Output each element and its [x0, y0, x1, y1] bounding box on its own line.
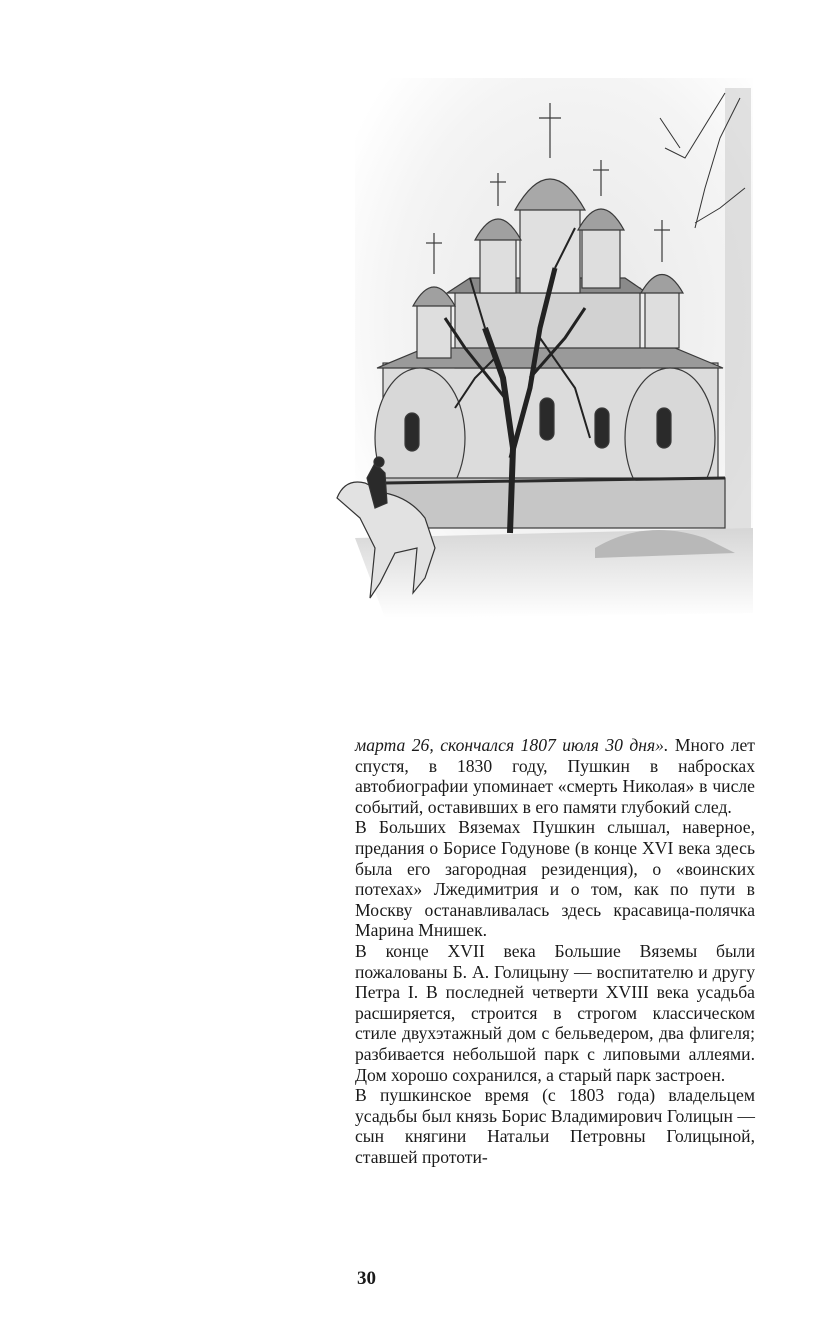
paragraph-godunov: В Больших Вяземах Пушкин слышал, наверное, предания о Борисе Годунове (в конце XVI века здесь была его загородная резиденция), о «воинских потехах» Лжедимитрия и о том, как по пути в Москву останавливалась здесь красавица-полячка Марина Мнишек. — [355, 817, 755, 941]
body-text — [355, 735, 755, 1167]
paragraph-continuation — [355, 735, 755, 817]
church-illustration — [325, 78, 753, 618]
paragraph-owner: В пушкинское время (с 1803 года) владельцем усадьбы был князь Борис Владимирович Голицын — сын княгини Натальи Петровны Голицыной, ставшей прототи- — [355, 1085, 755, 1167]
paragraph-golitsyn: В конце XVII века Большие Вяземы были пожалованы Б. А. Голицыну — воспитателю и другу Петра I. В последней четверти XVIII века усадьба расширяется, строится в строгом классическом стиле двухэтажный дом с бельведером, два флигеля; разбивается небольшой парк с липовыми аллеями. Дом хорошо сохранился, а старый парк застроен. — [355, 940, 755, 1085]
date-line: марта 26, скончался 1807 июля 30 дня». — [355, 735, 669, 755]
church-drawing — [325, 78, 753, 618]
page-number: 30 — [357, 1268, 376, 1289]
paragraph-continuation-rest: Много лет спустя, в 1830 году, Пушкин в набросках автобиографии упоминает «смерть Николая» в числе событий, оставивших в его памяти глубокий след. — [355, 735, 755, 817]
